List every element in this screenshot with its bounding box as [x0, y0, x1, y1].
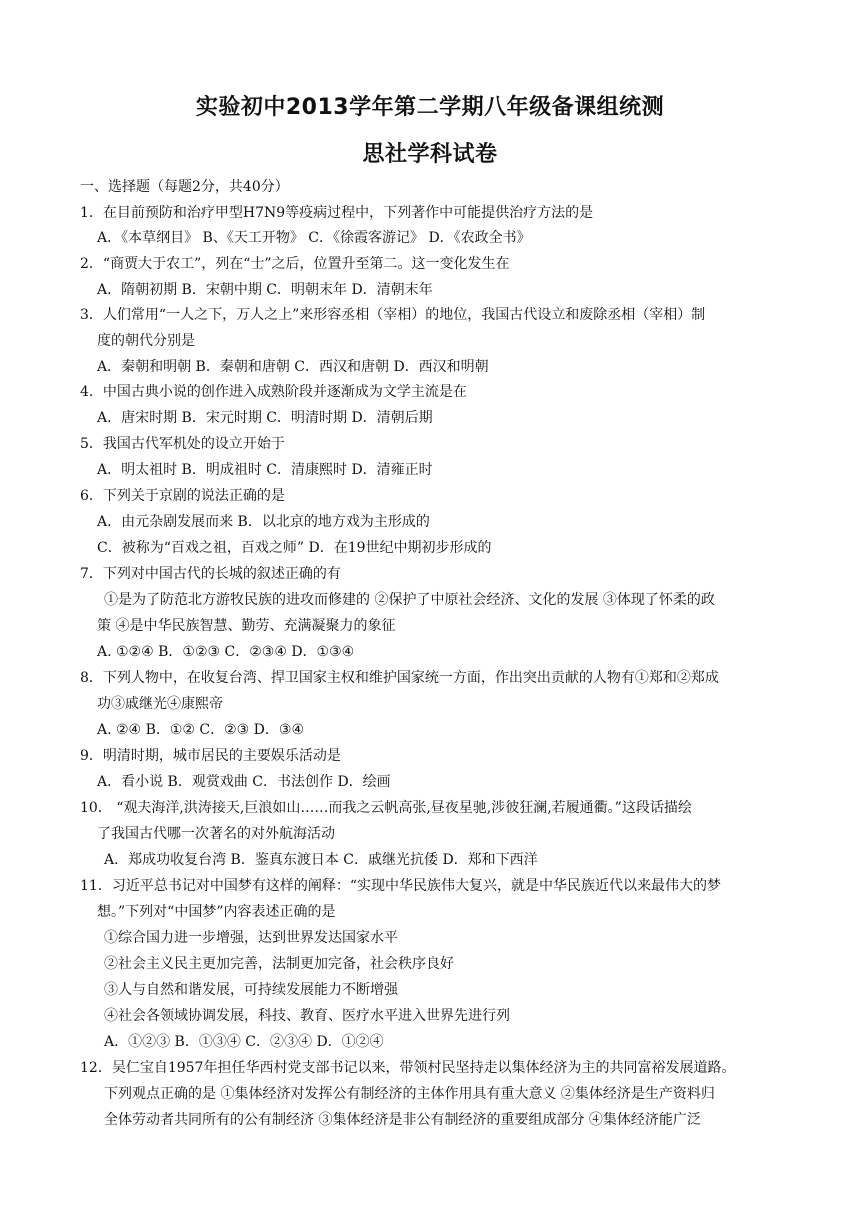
question-line-continued: 全体劳动者共同所有的公有制经济 ③集体经济是非公有制经济的重要组成部分 ④集体经济能广泛	[104, 1112, 701, 1128]
question-line-continued: 度的朝代分别是	[97, 333, 195, 349]
option-line: C．被称为“百戏之祖，百戏之师” D．在19世纪中期初步形成的	[97, 540, 492, 556]
exam-subtitle: 思社学科试卷	[362, 142, 498, 167]
statement-line: ②社会主义民主更加完善，法制更加完备，社会秩序良好	[104, 956, 454, 972]
question-line-continued: 了我国古代哪一次著名的对外航海活动	[97, 826, 335, 842]
question-line-continued: 功③戚继光④康熙帝	[97, 696, 223, 712]
question-line: 11．习近平总书记对中国梦有这样的阐释：“实现中华民族伟大复兴，就是中华民族近代以来最伟大的梦	[80, 878, 721, 894]
option-line: A. ②④ B．①② C．②③ D．③④	[97, 722, 304, 738]
option-line: A．《本草纲目》 B、《天工开物》 C．《徐霞客游记》 D．《农政全书》	[97, 230, 531, 246]
statement-line-continued: 策 ④是中华民族智慧、勤劳、充满凝聚力的象征	[97, 618, 396, 634]
statement-line: ④社会各领域协调发展，科技、教育、医疗水平进入世界先进行列	[104, 1008, 510, 1024]
option-line: A．明太祖时 B．明成祖时 C．清康熙时 D．清雍正时	[97, 462, 433, 478]
question-line: 12．吴仁宝自1957年担任华西村党支部书记以来，带领村民坚持走以集体经济为主的共同富裕发展道路。	[80, 1060, 736, 1076]
option-line: A．由元杂剧发展而来 B．以北京的地方戏为主形成的	[97, 514, 430, 530]
question-line: 9．明清时期，城市居民的主要娱乐活动是	[80, 748, 341, 764]
option-line: A. ①②④ B．①②③ C．②③④ D．①③④	[97, 644, 355, 660]
section-heading: 一、选择题（每题2分，共40分）	[80, 179, 289, 195]
question-line: 1．在目前预防和治疗甲型H7N9等疫病过程中，下列著作中可能提供治疗方法的是	[80, 205, 594, 221]
option-line: A．隋朝初期 B．宋朝中期 C．明朝末年 D．清朝末年	[97, 282, 433, 298]
question-line: 6．下列关于京剧的说法正确的是	[80, 488, 285, 504]
exam-title: 实验初中2013学年第二学期八年级备课组统测	[195, 95, 665, 120]
statement-line: ①综合国力进一步增强，达到世界发达国家水平	[104, 930, 398, 946]
question-line: 2．“商贾大于农工”，列在“士”之后，位置升至第二。这一变化发生在	[80, 256, 510, 272]
option-line: A．秦朝和明朝 B．秦朝和唐朝 C．西汉和唐朝 D．西汉和明朝	[97, 359, 489, 375]
question-line-continued: 下列观点正确的是 ①集体经济对发挥公有制经济的主体作用具有重大意义 ②集体经济是生产资料归	[104, 1086, 715, 1102]
question-line: 5．我国古代军机处的设立开始于	[80, 436, 285, 452]
option-line: A．郑成功收复台湾 B．鉴真东渡日本 C．戚继光抗倭 D．郑和下西洋	[104, 852, 538, 868]
statement-line: ③人与自然和谐发展，可持续发展能力不断增强	[104, 982, 398, 998]
question-line: 8．下列人物中，在收复台湾、捍卫国家主权和维护国家统一方面，作出突出贡献的人物有①郑和②郑成	[80, 670, 719, 686]
question-line: 10． “观夫海洋,洪涛接天,巨浪如山……而我之云帆高张,昼夜星驰,涉彼狂澜,若履通衢。”这段话描绘	[80, 800, 692, 816]
option-line: A．①②③ B．①③④ C．②③④ D．①②④	[104, 1034, 384, 1050]
question-line: 3．人们常用“一人之下，万人之上”来形容丞相（宰相）的地位，我国古代设立和废除丞相（宰相）制	[80, 307, 706, 323]
question-line-continued: 想。”下列对“中国梦”内容表述正确的是	[97, 904, 336, 920]
question-line: 7．下列对中国古代的长城的叙述正确的有	[80, 566, 341, 582]
option-line: A．唐宋时期 B．宋元时期 C．明清时期 D．清朝后期	[97, 410, 433, 426]
option-line: A．看小说 B．观赏戏曲 C．书法创作 D．绘画	[97, 774, 391, 790]
question-line: 4．中国古典小说的创作进入成熟阶段并逐渐成为文学主流是在	[80, 384, 467, 400]
statement-line: ①是为了防范北方游牧民族的进攻而修建的 ②保护了中原社会经济、文化的发展 ③体现了怀柔的政	[104, 592, 715, 608]
